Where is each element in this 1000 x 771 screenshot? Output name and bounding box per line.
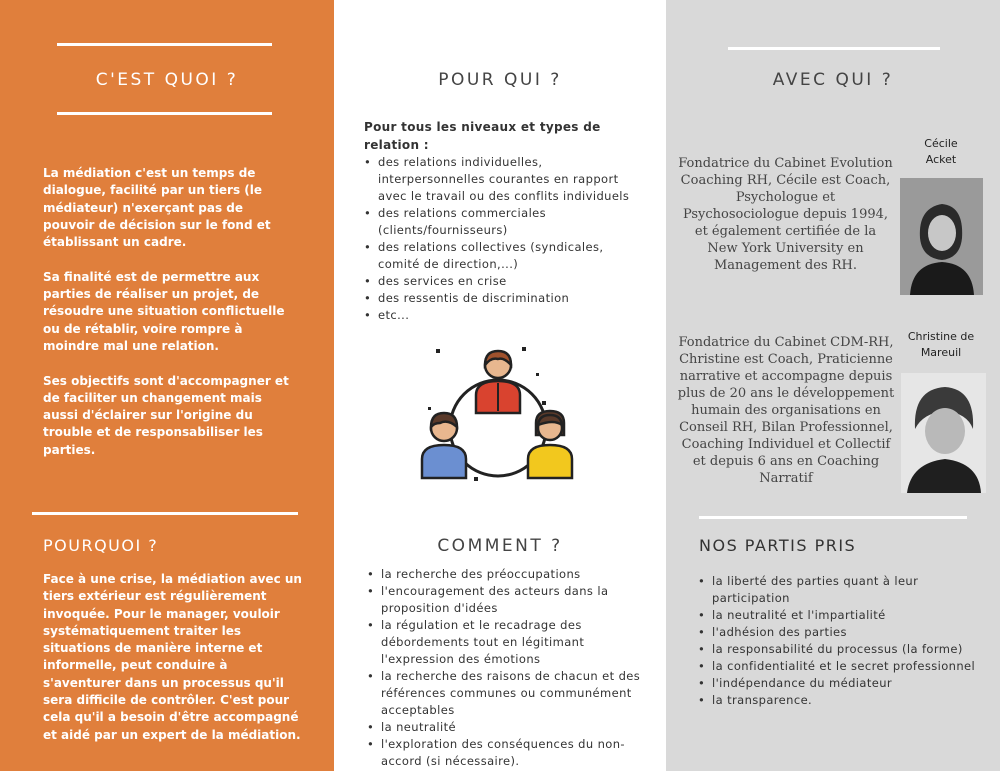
section-title-what: C'EST QUOI ? — [95, 70, 239, 90]
list-item: • l'indépendance du médiateur — [698, 675, 978, 692]
portrait-photo-christine — [901, 373, 986, 493]
section-divider — [32, 512, 298, 515]
title-rule — [57, 112, 272, 115]
person-bio: Fondatrice du Cabinet Evolution Coaching RH, Cécile est Coach, Psychologue et Psychosociologue depuis 1994, et également certifiée de la New York University en Management des RH. — [678, 156, 893, 273]
list-item: • des relations commerciales (clients/fournisseurs) — [364, 205, 644, 239]
portrait-photo-cecile — [900, 178, 983, 295]
right-column — [666, 0, 1000, 771]
list-item: • l'encouragement des acteurs dans la proposition d'idées — [367, 583, 652, 617]
middle-column — [334, 0, 666, 771]
list-item: • des ressentis de discrimination — [364, 290, 644, 307]
top-rule — [728, 47, 940, 50]
who-intro: Pour tous les niveaux et types de relation : — [364, 120, 601, 152]
what-text — [43, 165, 293, 476]
how-list — [367, 566, 652, 770]
section-divider — [699, 516, 967, 519]
what-paragraph: Sa finalité est de permettre aux parties de réaliser un projet, de résoudre une situation conflictuelle ou de rétablir, voire rompre à moindre mal une relation. — [43, 269, 285, 353]
left-column — [0, 0, 334, 771]
list-item: • la liberté des parties quant à leur participation — [698, 573, 978, 607]
group-network-icon — [418, 343, 578, 493]
who-list — [364, 154, 644, 324]
section-title-why: POURQUOI ? — [43, 536, 159, 555]
list-item: • la régulation et le recadrage des débordements tout en légitimant l'expression des émotions — [367, 617, 652, 668]
what-paragraph: La médiation c'est un temps de dialogue, facilité par un tiers (le médiateur) n'exerçant pas de pouvoir de décision sur le fond et établissant un cadre. — [43, 166, 271, 250]
person-name: Christine de Mareuil — [907, 330, 975, 359]
section-title-with-whom: AVEC QUI ? — [772, 70, 894, 90]
list-item: • des relations individuelles, interpersonnelles courantes en rapport avec le travail ou des conflits individuels — [364, 154, 644, 205]
list-item: • des services en crise — [364, 273, 644, 290]
list-item: • etc... — [364, 307, 644, 324]
list-item: • l'adhésion des parties — [698, 624, 978, 641]
list-item: • la neutralité — [367, 719, 652, 736]
list-item: • la transparence. — [698, 692, 978, 709]
person-bio: Fondatrice du Cabinet CDM-RH, Christine est Coach, Praticienne narrative et accompagne depuis plus de 20 ans le développement humain des organisations en Conseil RH, Bilan Professionnel, Coaching Individuel et Collectif et depuis 6 ans en Coaching Narratif — [677, 335, 895, 486]
stance-list — [698, 573, 978, 709]
list-item: • la recherche des raisons de chacun et des références communes ou communément acceptables — [367, 668, 652, 719]
list-item: • la confidentialité et le secret professionnel — [698, 658, 978, 675]
list-item: • la recherche des préoccupations — [367, 566, 652, 583]
top-rule — [57, 43, 272, 46]
section-title-how: COMMENT ? — [437, 536, 563, 556]
list-item: • l'exploration des conséquences du non-accord (si nécessaire). — [367, 736, 652, 770]
list-item: • des relations collectives (syndicales, comité de direction,...) — [364, 239, 644, 273]
section-title-stance: NOS PARTIS PRIS — [699, 536, 857, 555]
section-title-who: POUR QUI ? — [438, 70, 562, 90]
person-name: Cécile Acket — [924, 137, 958, 166]
list-item: • la neutralité et l'impartialité — [698, 607, 978, 624]
list-item: • la responsabilité du processus (la forme) — [698, 641, 978, 658]
why-text: Face à une crise, la médiation avec un tiers extérieur est régulièrement invoquée. Pour le manager, vouloir systématiquement traiter les situations de manière interne et informelle, peut conduire à s'aventurer dans un processus qu'il sera difficile de contrôler. C'est pour cela qu'il a besoin d'être accompagné et aidé par un expert de la médiation. — [43, 572, 302, 742]
what-paragraph: Ses objectifs sont d'accompagner et de faciliter un changement mais aussi d'éclairer sur l'origine du trouble et de responsabiliser les parties. — [43, 373, 289, 457]
